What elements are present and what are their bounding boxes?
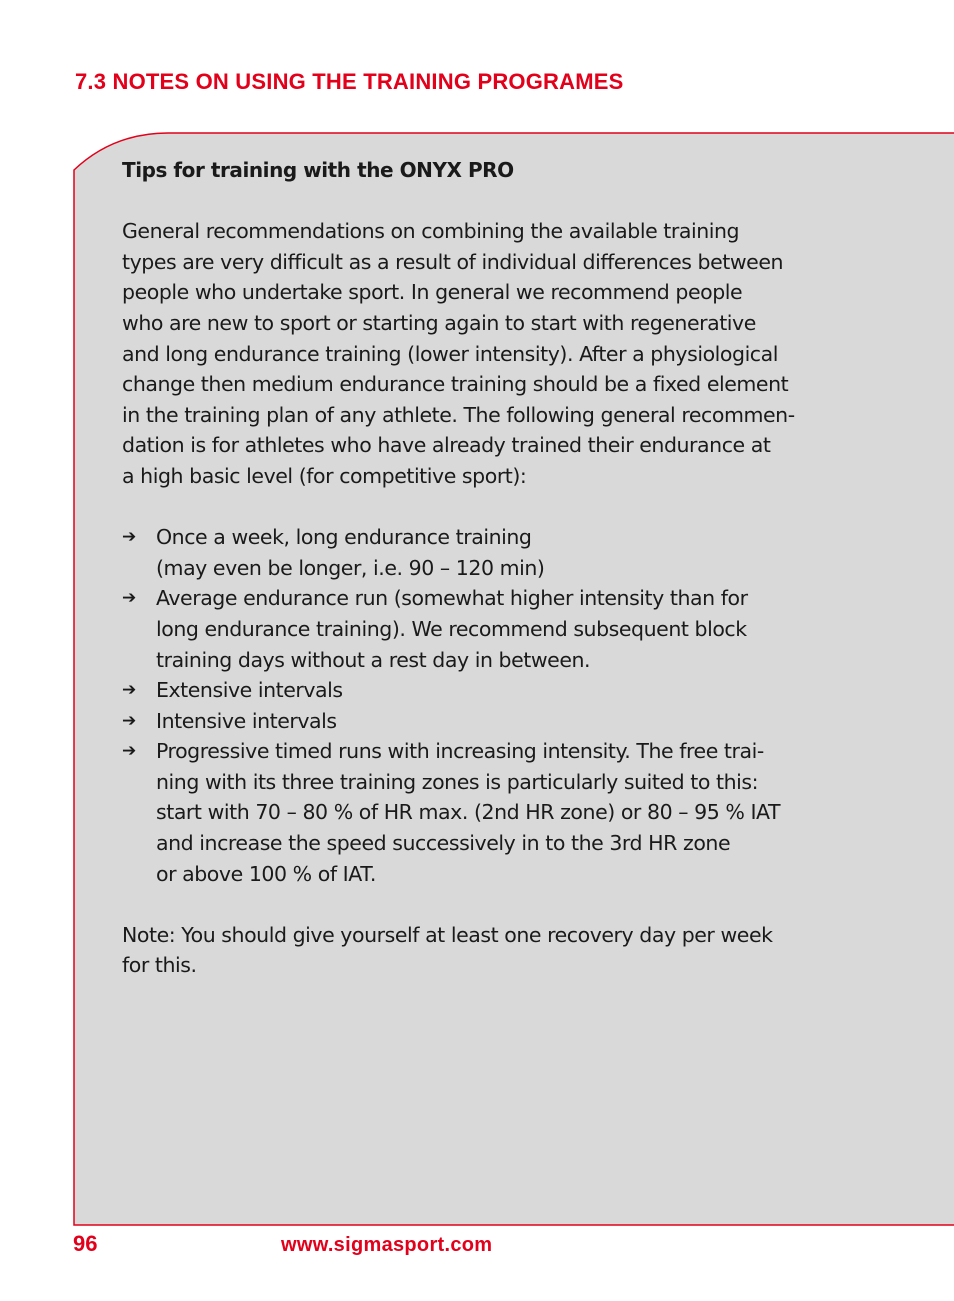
list-item-line: Intensive intervals [156, 708, 337, 733]
intro-line: a high basic level (for competitive sport): [122, 463, 527, 488]
page-number: 96 [73, 1231, 98, 1256]
list-item [122, 583, 842, 675]
list-item-line: Progressive timed runs with increasing intensity. The free trai- [156, 739, 764, 764]
list-item-line: Average endurance run (somewhat higher intensity than for [156, 586, 748, 611]
list-item-line: and increase the speed successively in to the 3rd HR zone [156, 831, 731, 856]
list-item-line: training days without a rest day in between. [156, 647, 591, 672]
list-item-line: (may even be longer, i.e. 90 – 120 min) [156, 555, 545, 580]
tips-content [122, 155, 842, 981]
recommendation-list [122, 522, 842, 889]
arrow-right-icon: ➔ [122, 588, 136, 609]
intro-line: people who undertake sport. In general we recommend people [122, 280, 743, 305]
list-item-line: Once a week, long endurance training [156, 525, 532, 550]
arrow-right-icon: ➔ [122, 527, 136, 548]
intro-line: and long endurance training (lower intensity). After a physiological [122, 341, 778, 366]
list-item-line: or above 100 % of IAT. [156, 861, 376, 886]
intro-line: who are new to sport or starting again to start with regenerative [122, 310, 756, 335]
list-item-line: ning with its three training zones is particularly suited to this: [156, 769, 759, 794]
intro-line: in the training plan of any athlete. The following general recommen- [122, 402, 795, 427]
list-item [122, 675, 842, 706]
list-item [122, 736, 842, 889]
intro-line: dation is for athletes who have already trained their endurance at [122, 433, 771, 458]
list-item-line: start with 70 – 80 % of HR max. (2nd HR zone) or 80 – 95 % IAT [156, 800, 781, 825]
footer-url: www.sigmasport.com [281, 1234, 493, 1256]
tips-title: Tips for training with the ONYX PRO [122, 158, 514, 182]
intro-line: change then medium endurance training should be a fixed element [122, 372, 789, 397]
arrow-right-icon: ➔ [122, 680, 136, 701]
arrow-right-icon: ➔ [122, 741, 136, 762]
arrow-right-icon: ➔ [122, 710, 136, 731]
note-line: for this. [122, 953, 197, 978]
list-item [122, 706, 842, 737]
note-paragraph [122, 920, 842, 981]
list-item-line: Extensive intervals [156, 678, 343, 703]
note-line: Note: You should give yourself at least one recovery day per week [122, 922, 773, 947]
section-heading: 7.3 NOTES ON USING THE TRAINING PROGRAMES [75, 69, 624, 94]
intro-line: General recommendations on combining the available training [122, 219, 740, 244]
list-item-line: long endurance training). We recommend subsequent block [156, 616, 747, 641]
intro-paragraph [122, 216, 842, 491]
list-item [122, 522, 842, 583]
intro-line: types are very difficult as a result of individual differences between [122, 249, 784, 274]
